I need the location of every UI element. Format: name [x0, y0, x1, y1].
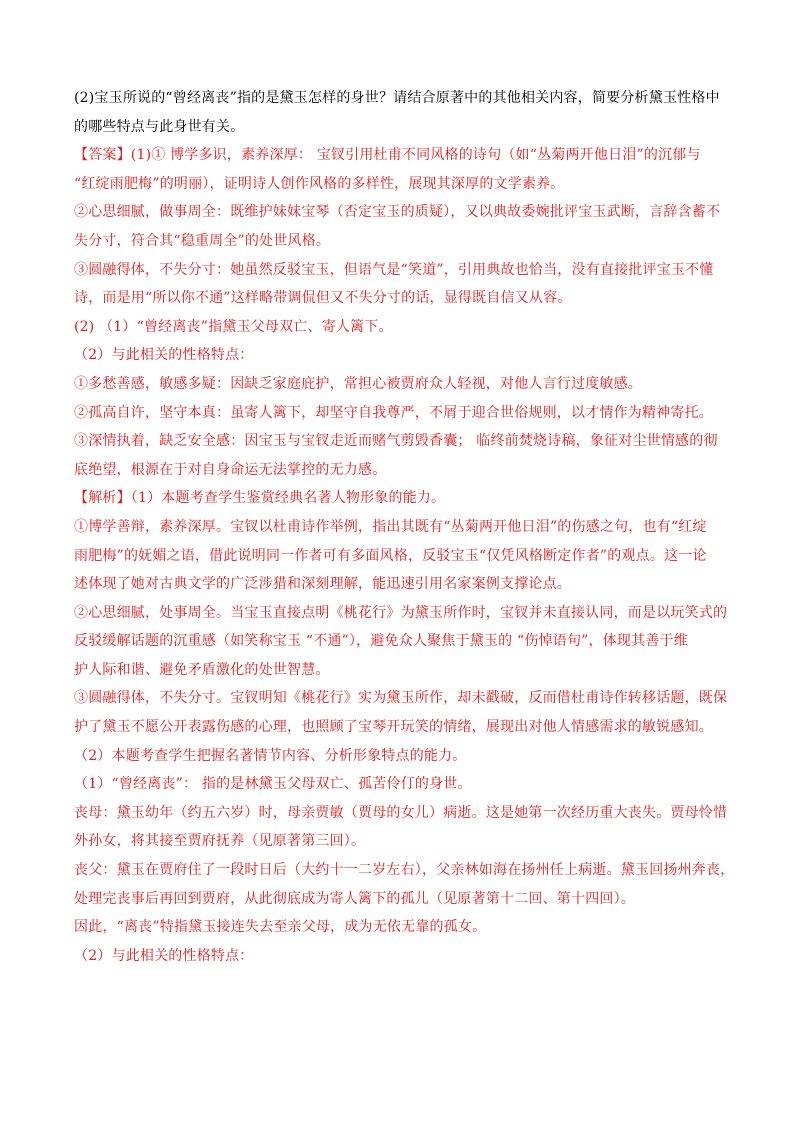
- answer-line: 【答案】(1)① 博学多识，素养深厚： 宝钗引用杜甫不同风格的诗句（如“丛菊两开他日泪”的沉郁与: [74, 147, 701, 164]
- analysis-line: 述体现了她对古典文学的广泛涉猎和深刻理解，能迅速引用名家案例支撑论点。: [74, 576, 571, 593]
- answer-line: ③深情执着，缺乏安全感：因宝玉与宝钗走近而赌气剪毁香囊； 临终前焚烧诗稿，象征对尘世情感的彻: [74, 433, 718, 450]
- answer-line: 失分寸，符合其“稳重周全”的处世风格。: [74, 232, 331, 249]
- analysis-line: 处理完丧事后再回到贾府，从此彻底成为寄人篱下的孤儿（见原著第十二回、第十四回）。: [74, 890, 635, 907]
- answer-line: ③圆融得体，不失分寸：她虽然反驳宝玉，但语气是“笑道”，引用典故也恰当，没有直接批评宝玉不懂: [74, 261, 714, 278]
- answer-line: （2）与此相关的性格特点：: [74, 347, 254, 364]
- analysis-line: 丧母：黛玉幼年（约五六岁）时，母亲贾敏（贾母的女儿）病逝。这是她第一次经历重大丧失。贾母怜惜: [74, 804, 728, 821]
- analysis-line: ①博学善辩，素养深厚。宝钗以杜甫诗作举例，指出其既有“丛菊两开他日泪”的伤感之句，也有“红绽: [74, 518, 707, 535]
- analysis-line: 丧父：黛玉在贾府住了一段时日后（大约十一二岁左右），父亲林如海在扬州任上病逝。黛玉回扬州奔丧，: [74, 862, 735, 879]
- analysis-line: ③圆融得体，不失分寸。宝钗明知《桃花行》实为黛玉所作，却未戳破，反而借杜甫诗作转移话题，既保: [74, 690, 728, 707]
- analysis-line: 外孙女，将其接至贾府抚养（见原著第三回）。: [74, 833, 366, 850]
- answer-line: 诗，而是用“所以你不通”这样略带调侃但又不失分寸的话，显得既自信又从容。: [74, 290, 572, 307]
- analysis-line: ②心思细腻，处事周全。当宝玉直接点明《桃花行》为黛玉所作时，宝钗并未直接认同，而是以玩笑式的: [74, 604, 728, 621]
- answer-line: ①多愁善感，敏感多疑：因缺乏家庭庇护，常担心被贾府众人轻视，对他人言行过度敏感。: [74, 375, 642, 392]
- answer-line: “红绽雨肥梅”的明丽），证明诗人创作风格的多样性，展现其深厚的文学素养。: [74, 175, 565, 192]
- analysis-line: （2）本题考查学生把握名著情节内容、分析形象特点的能力。: [74, 747, 467, 764]
- question-line: (2)宝玉所说的“曾经离丧”指的是黛玉怎样的身世？请结合原著中的其他相关内容，简要分析黛玉性格中: [74, 90, 720, 106]
- analysis-line: 护了黛玉不愿公开表露伤感的心理，也照顾了宝琴开玩笑的情绪，展现出对他人情感需求的敏锐感知。: [74, 719, 713, 736]
- analysis-line: （1）“曾经离丧”： 指的是林黛玉父母双亡、孤苦伶仃的身世。: [74, 776, 472, 793]
- analysis-line: （2）与此相关的性格特点：: [74, 947, 254, 964]
- answer-line: (2) （1）“曾经离丧”指黛玉父母双亡、寄人篱下。: [74, 318, 393, 335]
- analysis-line: 反驳缓解话题的沉重感（如笑称宝玉 “不通”），避免众人聚焦于黛玉的 “伤悼语句”，体现其善于维: [74, 633, 688, 650]
- analysis-line: 雨肥梅”的妩媚之语，借此说明同一作者可有多面风格，反驳宝玉“仅凭风格断定作者”的观点。这一论: [74, 547, 707, 564]
- answer-line: 底绝望，根源在于对自身命运无法掌控的无力感。: [74, 461, 387, 478]
- answer-line: ②心思细腻，做事周全：既维护妹妹宝琴（否定宝玉的质疑），又以典故委婉批评宝玉武断，言辞含蓄不: [74, 204, 721, 221]
- analysis-line: 因此，“离丧”特指黛玉接连失去至亲父母，成为无依无靠的孤女。: [74, 919, 487, 936]
- answer-line: ②孤高自许，坚守本真：虽寄人篱下，却坚守自我尊严，不屑于迎合世俗规则，以才情作为精神寄托。: [74, 404, 713, 421]
- question-line: 的哪些特点与此身世有关。: [74, 118, 245, 135]
- analysis-line: 护人际和谐、避免矛盾激化的处世智慧。: [74, 661, 330, 678]
- analysis-line: 【解析】（1）本题考查学生鉴赏经典名著人物形象的能力。: [74, 490, 446, 507]
- document-page: [74, 88, 735, 974]
